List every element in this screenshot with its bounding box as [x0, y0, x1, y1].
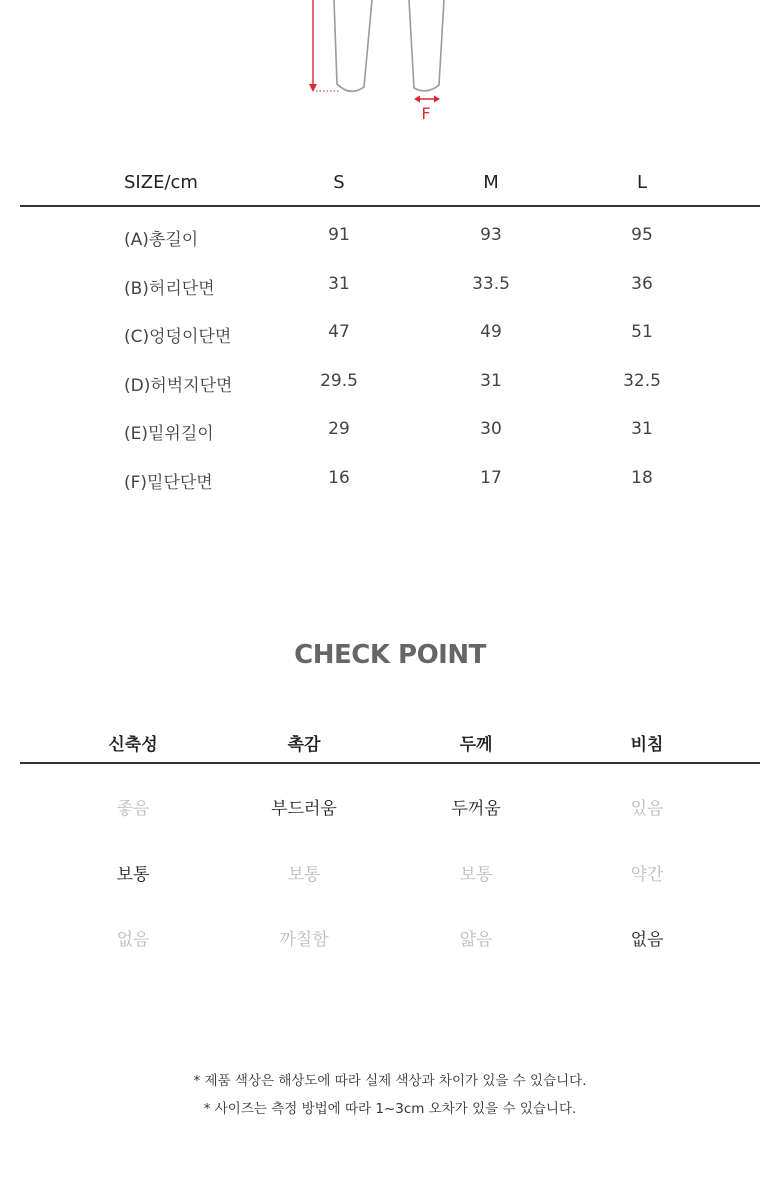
option-selected: 부드러움 — [271, 799, 337, 819]
hem-arrow-head-right — [434, 96, 440, 103]
row-label: (F)밑단단면 — [124, 472, 213, 493]
option-unselected: 없음 — [116, 930, 150, 950]
hem-measure-label: F — [421, 104, 431, 123]
header-stretch: 신축성 — [108, 735, 158, 755]
option-unselected: 까칠함 — [279, 930, 329, 950]
cell-l: 95 — [631, 225, 653, 245]
cell-l: 36 — [631, 273, 653, 294]
size-header-m: M — [483, 172, 499, 193]
check-point-table — [20, 722, 760, 961]
cell-m: 33.5 — [472, 273, 510, 294]
pants-diagram — [0, 0, 780, 130]
size-table — [20, 160, 760, 499]
header-touch: 촉감 — [287, 735, 321, 755]
table-row — [20, 304, 760, 353]
cell-m: 30 — [480, 419, 502, 440]
cell-m: 93 — [480, 225, 502, 245]
cell-m: 49 — [480, 322, 502, 343]
right-leg-outline — [409, 0, 444, 91]
size-header-l: L — [636, 172, 648, 193]
size-header-label: SIZE/cm — [124, 172, 198, 193]
cell-l: 31 — [631, 419, 653, 440]
cell-m: 31 — [480, 370, 502, 391]
table-row — [20, 830, 760, 896]
option-unselected: 좋음 — [116, 799, 150, 819]
cell-m: 17 — [480, 467, 502, 488]
cell-s: 29.5 — [320, 370, 358, 391]
row-label: (E)밑위길이 — [124, 424, 214, 445]
option-unselected: 보통 — [459, 864, 493, 885]
cell-s: 31 — [328, 273, 350, 294]
table-row — [20, 256, 760, 305]
left-leg-outline — [334, 0, 372, 91]
option-selected: 두꺼움 — [451, 799, 501, 819]
note-size: * 사이즈는 측정 방법에 따라 1~3cm 오차가 있을 수 있습니다. — [203, 1101, 577, 1117]
hem-arrow-head-left — [414, 96, 420, 103]
length-arrow-head — [309, 84, 317, 92]
option-unselected: 있음 — [630, 799, 664, 819]
row-label: (D)허벅지단면 — [124, 375, 233, 396]
option-unselected: 보통 — [287, 864, 321, 885]
row-label: (C)엉덩이단면 — [124, 327, 232, 348]
cell-s: 91 — [328, 225, 350, 245]
cell-s: 29 — [328, 419, 350, 440]
option-selected: 없음 — [630, 930, 664, 950]
size-header-s: S — [333, 172, 345, 193]
header-thickness: 두께 — [459, 735, 493, 755]
cell-l: 18 — [631, 467, 653, 488]
row-label: (A)총길이 — [124, 230, 199, 250]
table-row — [20, 764, 760, 830]
cell-s: 47 — [328, 322, 350, 343]
table-row — [20, 401, 760, 450]
cell-s: 16 — [328, 467, 350, 488]
row-label: (B)허리단면 — [124, 278, 215, 299]
check-point-header — [20, 722, 760, 764]
size-table-header — [20, 160, 760, 207]
cell-l: 32.5 — [623, 370, 661, 391]
table-row — [20, 207, 760, 256]
notes — [0, 1067, 780, 1123]
cell-l: 51 — [631, 322, 653, 343]
option-selected: 보통 — [116, 864, 150, 885]
table-row — [20, 353, 760, 402]
table-row — [20, 450, 760, 499]
option-unselected: 얇음 — [459, 930, 493, 950]
header-sheerness: 비침 — [630, 735, 664, 755]
option-unselected: 약간 — [630, 864, 664, 885]
table-row — [20, 895, 760, 961]
note-color: * 제품 색상은 해상도에 따라 실제 색상과 차이가 있을 수 있습니다. — [193, 1073, 587, 1089]
check-point-title: CHECK POINT — [294, 640, 486, 670]
